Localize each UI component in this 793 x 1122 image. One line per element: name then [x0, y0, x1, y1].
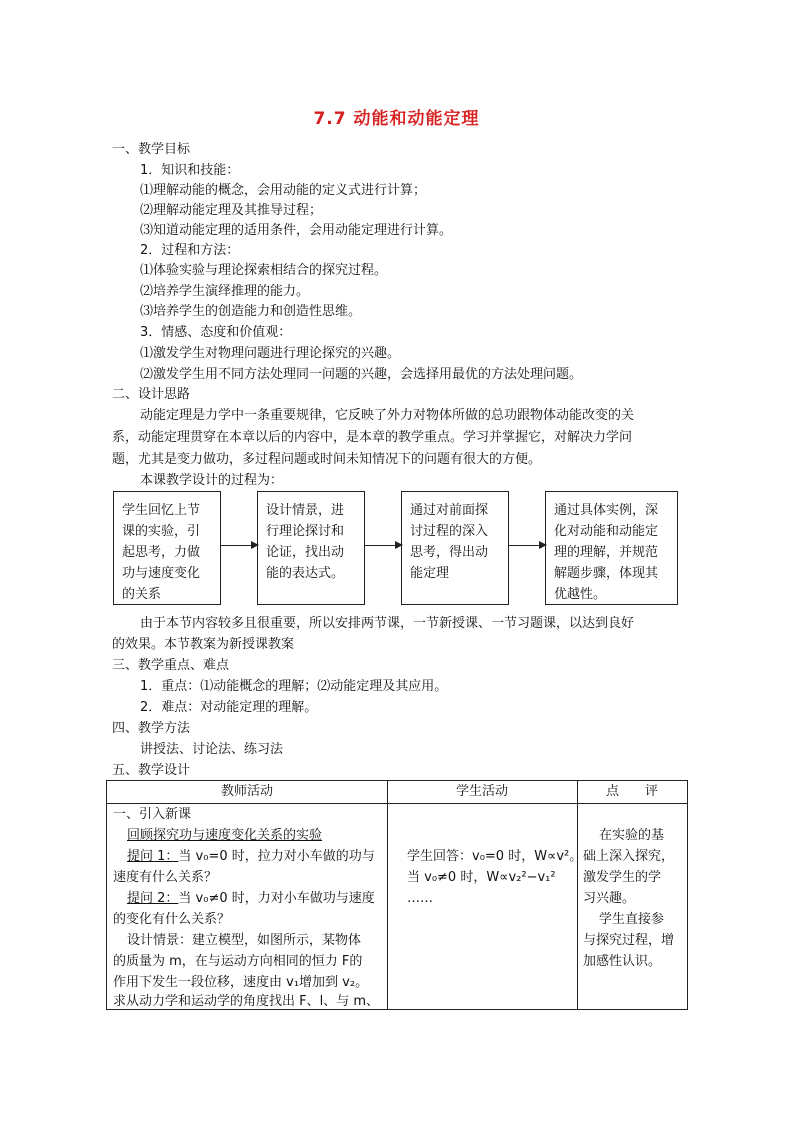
table-header-student: 学生活动: [455, 784, 508, 799]
teacher-question-1: [127, 846, 375, 867]
comment-line: 与探究过程，增: [583, 933, 675, 948]
page-title: 7.7 动能和动能定理: [313, 109, 480, 129]
methods-line: 讲授法、讨论法、练习法: [140, 742, 284, 757]
student-line: 当 v₀≠0 时，W∝v₂²−v₁²: [407, 870, 556, 885]
question-label: 提问 2：: [127, 891, 179, 906]
student-line: ……: [407, 891, 433, 906]
teacher-line: 设计情景：建立模型，如图所示，某物体: [127, 933, 362, 948]
question-text: 当 v₀=0 时，拉力对小车做的功与: [178, 849, 375, 864]
process-item: ⑶培养学生的创造能力和创造性思维。: [140, 304, 362, 319]
knowledge-item: ⑵理解动能定理及其推导过程；: [140, 203, 323, 218]
teacher-line: 的质量为 m，在与运动方向相同的恒力 F的: [113, 954, 363, 969]
knowledge-heading: 1．知识和技能：: [140, 163, 240, 178]
section-heading-teaching-design: 五、教学设计: [112, 763, 191, 778]
table-divider: [107, 803, 687, 804]
emotion-item: ⑴激发学生对物理问题进行理论探究的兴趣。: [140, 346, 401, 361]
table-header-teacher: 教师活动: [220, 784, 273, 799]
paragraph-line: 动能定理是力学中一条重要规律，它反映了外力对物体所做的总功跟物体动能改变的关: [140, 408, 635, 423]
paragraph-line: 题，尤其是变力做功，多过程问题或时间未知情况下的问题有很大的方便。: [112, 452, 542, 467]
section-heading-design: 二、设计思路: [112, 387, 191, 402]
table-divider: [387, 781, 388, 1009]
knowledge-item: ⑴理解动能的概念，会用动能的定义式进行计算；: [140, 183, 427, 198]
comment-line: 础上深入探究，: [583, 849, 675, 864]
comment-line: 习兴趣。: [583, 891, 636, 906]
paragraph-line: 系，动能定理贯穿在本章以后的内容中，是本章的教学重点。学习并掌握它，对解决力学问: [112, 430, 633, 445]
teacher-line: 速度有什么关系？: [113, 870, 218, 885]
emotion-item: ⑵激发学生用不同方法处理同一问题的兴趣，会选择用最优的方法处理问题。: [140, 367, 583, 382]
flow-arrow: [221, 545, 257, 546]
table-header-comment: 点 评: [605, 784, 658, 799]
knowledge-item: ⑶知道动能定理的适用条件，会用动能定理进行计算。: [140, 223, 453, 238]
paragraph-line: 的效果。本节教案为新授课教案: [112, 637, 295, 652]
keypoint-line: 2．难点：对动能定理的理解。: [140, 700, 318, 715]
process-heading: 2．过程和方法：: [140, 243, 240, 258]
table-divider: [577, 781, 578, 1009]
paragraph-line: 本课教学设计的过程为：: [140, 473, 284, 488]
flow-step-3: 通过对前面探讨过程的深入思考，得出动能定理: [401, 491, 509, 605]
student-line: 学生回答：v₀=0 时，W∝v²。: [407, 849, 583, 864]
flow-step-2: 设计情景，进行理论探讨和论证，找出动能的表达式。: [257, 491, 365, 605]
paragraph-line: 由于本节内容较多且很重要，所以安排两节课，一节新授课、一节习题课，以达到良好: [140, 616, 635, 631]
process-item: ⑴体验实验与理论探索相结合的探究过程。: [140, 263, 388, 278]
flow-step-1: 学生回忆上节课的实验，引起思考，力做功与速度变化的关系: [113, 491, 221, 605]
flow-step-4: 通过具体实例，深化对动能和动能定理的理解，并规范解题步骤，体现其优越性。: [545, 491, 678, 605]
keypoint-line: 1．重点：⑴动能概念的理解；⑵动能定理及其应用。: [140, 679, 448, 694]
teacher-line: 一、引入新课: [113, 807, 192, 822]
section-heading-objectives: 一、教学目标: [112, 142, 191, 157]
teacher-line: 求从动力学和运动学的角度找出 F、l、与 m、: [113, 994, 380, 1009]
question-text: 当 v₀≠0 时，力对小车做功与速度: [178, 891, 375, 906]
teaching-design-table: [106, 780, 688, 1010]
emotion-heading: 3．情感、态度和价值观：: [140, 325, 292, 340]
flow-arrow: [509, 545, 545, 546]
teacher-line: 回顾探究功与速度变化关系的实验: [127, 828, 323, 843]
comment-line: 激发学生的学: [583, 870, 662, 885]
section-heading-keypoints: 三、教学重点、难点: [112, 658, 230, 673]
flow-arrow: [365, 545, 401, 546]
comment-line: 加感性认识。: [583, 954, 662, 969]
teacher-question-2: [127, 888, 375, 909]
teacher-line: 的变化有什么关系？: [113, 912, 231, 927]
comment-line: 在实验的基: [599, 828, 665, 843]
section-heading-methods: 四、教学方法: [112, 721, 191, 736]
process-item: ⑵培养学生演绎推理的能力。: [140, 284, 310, 299]
comment-line: 学生直接参: [599, 912, 665, 927]
teacher-line: 作用下发生一段位移，速度由 v₁增加到 v₂。: [113, 975, 369, 990]
question-label: 提问 1：: [127, 849, 179, 864]
